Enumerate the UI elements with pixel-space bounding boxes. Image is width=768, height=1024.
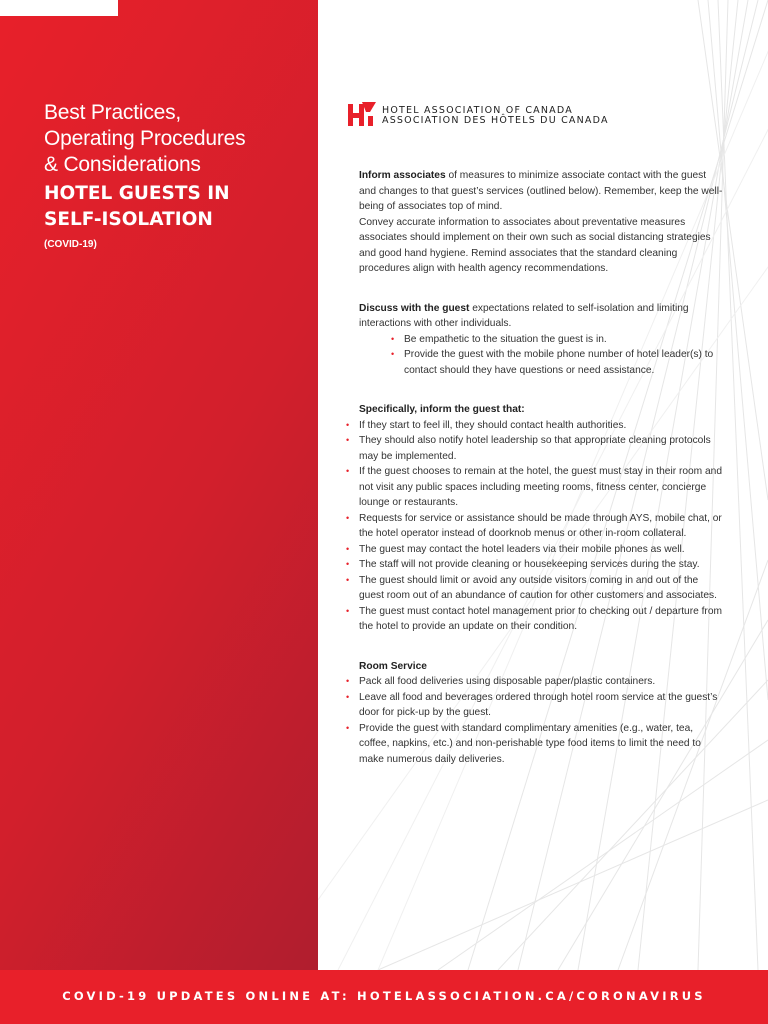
discuss-list [359, 332, 724, 379]
list-item: • The guest must contact hotel management prior to checking out / departure from the hotel to provide an update on their condition. [346, 605, 722, 632]
inform-text-1: of measures to minimize associate contact with the guest and changes to that guest’s services (outlined below). Remember, keep the well-being of associates top of mind. [359, 170, 723, 212]
bullet-icon: • [391, 333, 395, 344]
specifically-title: Specifically, inform the guest that: [359, 404, 525, 415]
bullet-icon: • [346, 722, 350, 733]
bullet-icon: • [346, 543, 350, 554]
list-item: • Provide the guest with standard complimentary amenities (e.g., water, tea, coffee, napkins, etc.) and non-perishable type food items to limit the need to make numerous daily deliveries. [346, 722, 701, 765]
inform-text-2: Convey accurate information to associates about preventative measures associates should implement on their own such as social distancing strategies and good hand hygiene. Remind associates that the standard cleaning procedures align with health agency recommendations. [359, 216, 711, 274]
list-item: • Pack all food deliveries using disposable paper/plastic containers. [359, 674, 724, 690]
main-content [346, 168, 724, 767]
bullet-icon: • [346, 574, 350, 585]
logo-line-fr: ASSOCIATION DES HÔTELS DU CANADA [382, 115, 609, 126]
logo-text [382, 106, 609, 126]
list-item: • If they start to feel ill, they should contact health authorities. [359, 418, 724, 434]
logo-line-en: HOTEL ASSOCIATION OF CANADA [382, 105, 573, 116]
bullet-icon: • [391, 349, 395, 359]
footer-url-text[interactable]: COVID-19 UPDATES ONLINE AT: HOTELASSOCIATION.CA/CORONAVIRUS [62, 989, 706, 1003]
list-item: • The staff will not provide cleaning or housekeeping services during the stay. [359, 557, 724, 573]
subtitle-line-1: Best Practices, [44, 101, 182, 124]
title-line-2: SELF-ISOLATION [44, 209, 213, 230]
covid-tag: (COVID-19) [44, 239, 97, 250]
bullet-icon: • [346, 559, 350, 569]
room-service-list [346, 674, 724, 767]
bullet-icon: • [346, 676, 350, 686]
banner-heading [44, 100, 314, 250]
subtitle-line-3: & Considerations [44, 153, 201, 176]
list-item: • If the guest chooses to remain at the hotel, the guest must stay in their room and not visit any public spaces including meeting rooms, fitness center, concierge lounge or restaurants. [346, 466, 722, 508]
subtitle-line-2: Operating Procedures [44, 127, 246, 150]
footer-banner [0, 970, 768, 1024]
bullet-icon: • [346, 691, 350, 702]
left-banner [0, 0, 318, 970]
list-item: • Be empathetic to the situation the guest is in. [404, 332, 724, 348]
list-item: • They should also notify hotel leadership so that appropriate cleaning protocols may be implemented. [346, 435, 711, 462]
list-item: • Provide the guest with the mobile phone number of hotel leader(s) to contact should they have questions or need assistance. [391, 349, 714, 376]
bullet-icon: • [346, 419, 350, 430]
bullet-icon: • [346, 435, 350, 445]
title-line-1: HOTEL GUESTS IN [44, 183, 230, 204]
list-item: • The guest should limit or avoid any outside visitors coming in and out of the guest room out of an abundance of caution for other customers and associates. [346, 574, 717, 601]
inform-lead: Inform associates [359, 170, 446, 181]
inform-paragraph [359, 168, 724, 215]
bullet-icon: • [346, 466, 350, 476]
specifically-list [346, 418, 724, 635]
list-item: • The guest may contact the hotel leaders via their mobile phones as well. [359, 542, 724, 558]
discuss-paragraph [359, 301, 724, 332]
discuss-lead: Discuss with the guest [359, 302, 470, 314]
top-white-tab [0, 0, 118, 16]
bullet-icon: • [346, 605, 350, 616]
bullet-icon: • [346, 512, 350, 523]
discuss-text: expectations related to self-isolation and limiting interactions with other individuals. [359, 302, 689, 329]
list-item: • Requests for service or assistance should be made through AYS, mobile chat, or the hotel operator instead of doorknob menus or other in-room collateral. [346, 512, 722, 539]
room-service-title: Room Service [359, 660, 427, 672]
hac-logo-icon [348, 102, 376, 128]
list-item: • Leave all food and beverages ordered through hotel room service at the guest’s door for pick-up by the guest. [346, 691, 718, 718]
